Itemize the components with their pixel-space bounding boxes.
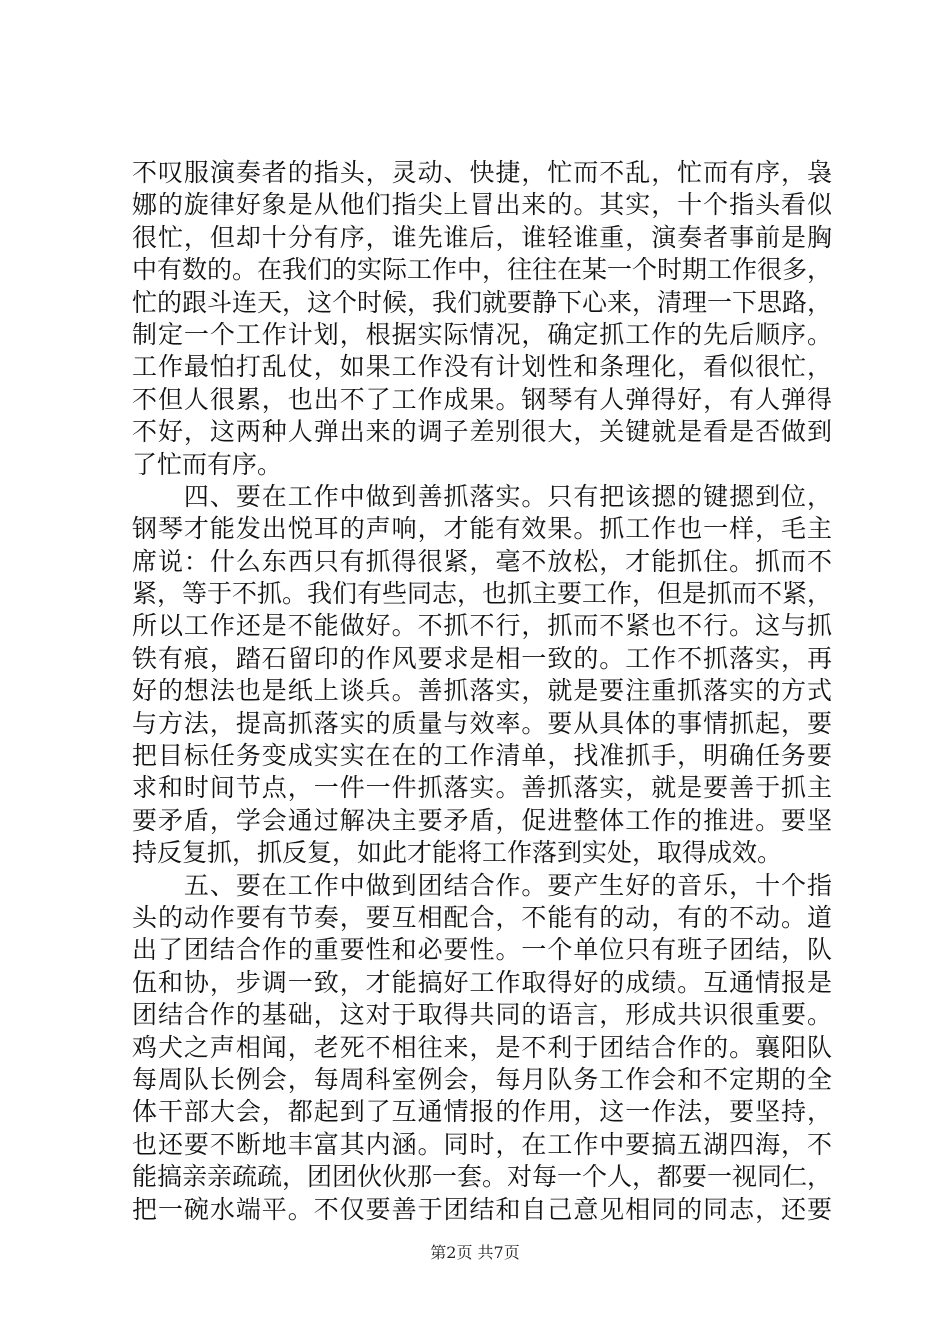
text-line: 很忙，但却十分有序，谁先谁后，谁轻谁重，演奏者事前是胸: [132, 222, 832, 252]
text-line: 与方法，提高抓落实的质量与效率。要从具体的事情抓起，要: [132, 708, 832, 738]
text-line: 团结合作的基础，这对于取得共同的语言，形成共识很重要。: [132, 1000, 832, 1030]
text-line: 所以工作还是不能做好。不抓不行，抓而不紧也不行。这与抓: [132, 611, 832, 641]
text-line: 求和时间节点，一件一件抓落实。善抓落实，就是要善于抓主: [132, 773, 832, 803]
text-line: 出了团结合作的重要性和必要性。一个单位只有班子团结，队: [132, 935, 832, 965]
text-line: 体干部大会，都起到了互通情报的作用，这一作法，要坚持，: [132, 1097, 832, 1127]
text-line: 中有数的。在我们的实际工作中，往往在某一个时期工作很多，: [132, 255, 833, 285]
text-line: 把一碗水端平。不仅要善于团结和自己意见相同的同志，还要: [132, 1194, 832, 1224]
text-line: 忙的跟斗连天，这个时候，我们就要静下心来，清理一下思路，: [132, 287, 833, 317]
text-line: 制定一个工作计划，根据实际情况，确定抓工作的先后顺序。: [132, 319, 832, 349]
text-line: 持反复抓，抓反复，如此才能将工作落到实处，取得成效。: [132, 838, 783, 868]
text-line: 不好，这两种人弹出来的调子差别很大，关键就是看是否做到: [132, 417, 832, 447]
text-line: 把目标任务变成实实在在的工作清单，找准抓手，明确任务要: [132, 741, 832, 771]
text-line: 不叹服演奏者的指头，灵动、快捷，忙而不乱，忙而有序，袅: [132, 158, 832, 187]
text-line: 伍和协，步调一致，才能搞好工作取得好的成绩。互通情报是: [132, 967, 832, 997]
text-line: 头的动作要有节奏，要互相配合，不能有的动，有的不动。道: [132, 902, 832, 932]
text-line: 能搞亲亲疏疏，团团伙伙那一套。对每一个人，都要一视同仁，: [132, 1162, 833, 1192]
text-line: 席说：什么东西只有抓得很紧，毫不放松，才能抓住。抓而不: [132, 546, 832, 576]
text-line: 好的想法也是纸上谈兵。善抓落实，就是要注重抓落实的方式: [132, 676, 832, 706]
text-line: 四、要在工作中做到善抓落实。只有把该摁的键摁到位，: [132, 481, 832, 511]
text-line: 不但人很累，也出不了工作成果。钢琴有人弹得好，有人弹得: [132, 384, 832, 414]
text-line: 也还要不断地丰富其内涵。同时，在工作中要搞五湖四海，不: [132, 1129, 832, 1159]
body-text: [132, 157, 832, 1226]
text-line: 要矛盾，学会通过解决主要矛盾，促进整体工作的推进。要坚: [132, 805, 832, 835]
text-line: 工作最怕打乱仗，如果工作没有计划性和条理化，看似很忙，: [132, 352, 832, 382]
text-line: 铁有痕，踏石留印的作风要求是相一致的。工作不抓落实，再: [132, 643, 832, 673]
text-line: 五、要在工作中做到团结合作。要产生好的音乐，十个指: [132, 870, 832, 900]
text-line: 钢琴才能发出悦耳的声响，才能有效果。抓工作也一样，毛主: [132, 514, 832, 544]
text-line: 娜的旋律好象是从他们指尖上冒出来的。其实，十个指头看似: [132, 190, 832, 220]
text-line: 鸡犬之声相闻，老死不相往来，是不利于团结合作的。襄阳队: [132, 1032, 832, 1062]
text-line: 了忙而有序。: [132, 449, 283, 479]
page-number-footer: 第2页 共7页: [430, 1243, 520, 1262]
text-line: 紧，等于不抓。我们有些同志，也抓主要工作，但是抓而不紧，: [132, 579, 833, 609]
text-line: 每周队长例会，每周科室例会，每月队务工作会和不定期的全: [132, 1064, 832, 1094]
